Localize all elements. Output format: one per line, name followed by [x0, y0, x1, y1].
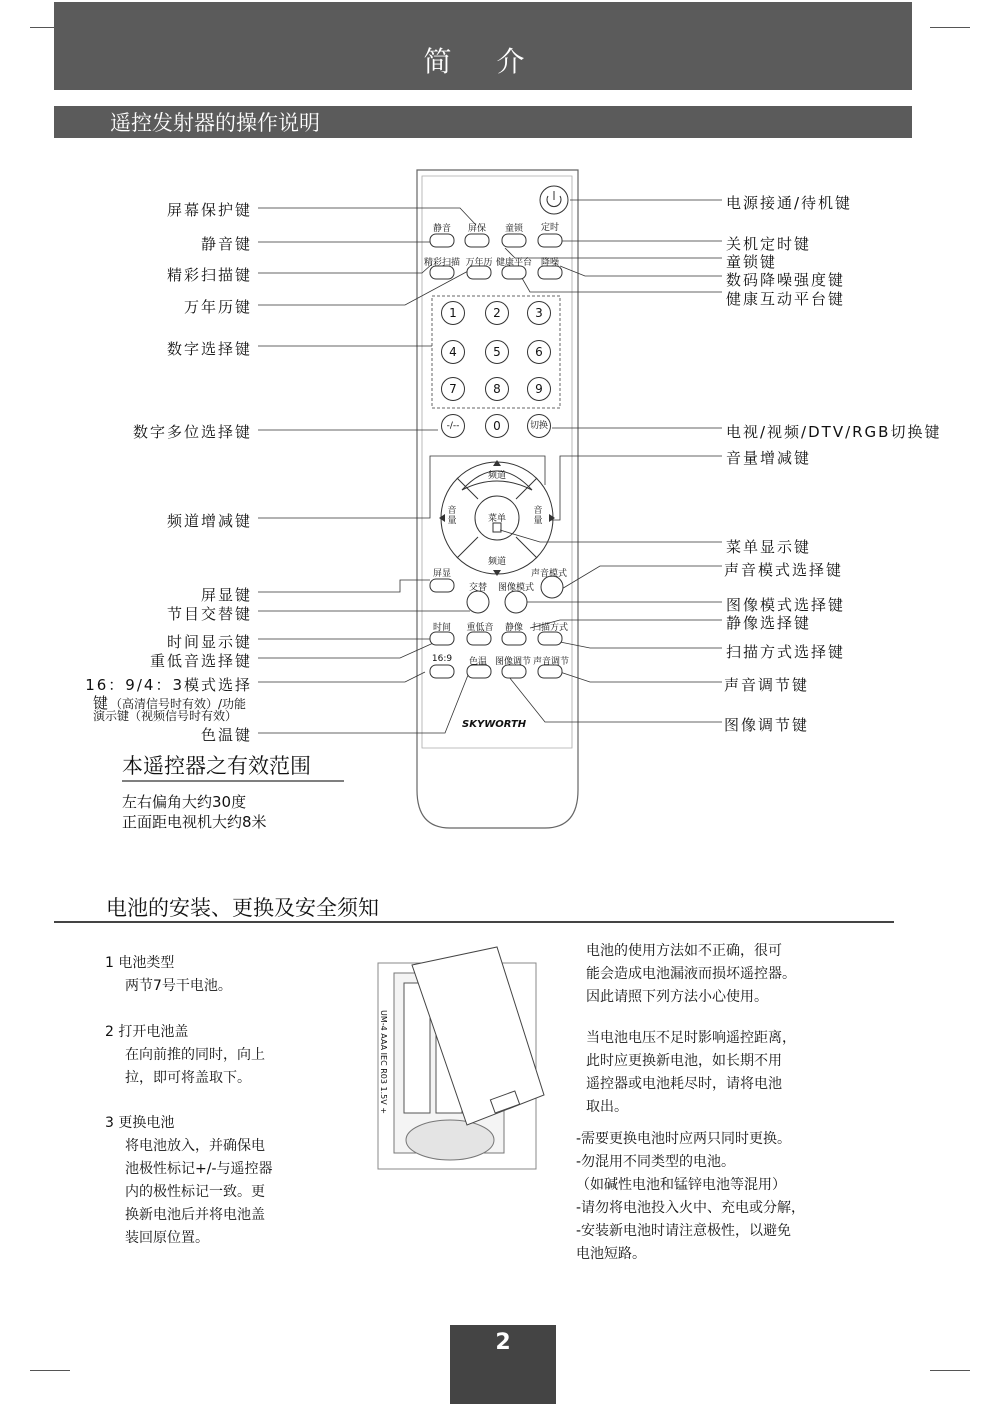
- remote-label-time: 时间: [432, 623, 451, 633]
- switch-button: 切换: [527, 414, 551, 438]
- battery-notes-2: 当电池电压不足时影响遥控距离， 此时应更换新电池，如长期不用 遥控器或电池耗尽时，请将电池 取出。: [586, 1030, 796, 1115]
- section-title: 遥控发射器的操作说明: [54, 106, 912, 138]
- label-swap: 节目交替键: [166, 605, 252, 623]
- label-child-lock: 童锁键: [726, 253, 778, 271]
- digit-8: 8: [485, 377, 509, 401]
- label-display: 屏显键: [200, 586, 252, 604]
- remote-label-color-temp: 色温: [468, 657, 487, 667]
- brand-logo: SKYWORTH: [462, 719, 527, 730]
- label-picture-adjust: 图像调节键: [724, 716, 810, 734]
- label-sound-adjust: 声音调节键: [724, 676, 810, 694]
- remote-label-health: 健康平台: [495, 258, 532, 268]
- label-aspect-line2: 键（高清信号时有效）/功能: [93, 694, 247, 712]
- battery-step-1: 1 电池类型 两节7号干电池。: [105, 955, 232, 994]
- remote-label-swap: 交替: [468, 583, 487, 593]
- divider: [54, 921, 894, 923]
- remote-label-picture-mode: 图像模式: [497, 583, 534, 593]
- label-power: 电源接通/待机键: [726, 194, 853, 212]
- digit-4: 4: [441, 340, 465, 364]
- label-bass: 重低音选择键: [149, 652, 252, 670]
- label-sound-mode: 声音模式选择键: [724, 561, 844, 579]
- label-scan: 精彩扫描键: [166, 266, 252, 284]
- dpad-right: 音量: [533, 506, 543, 526]
- remote-label-still: 静像: [504, 623, 523, 633]
- digit-5: 5: [485, 340, 509, 364]
- remote-label-display: 屏显: [432, 569, 451, 579]
- battery-cell-text: UM-4 AAA IEC R03 1.5V +: [379, 1010, 388, 1114]
- label-health: 健康互动平台键: [726, 290, 846, 308]
- digit-2: 2: [485, 301, 509, 325]
- remote-label-bass: 重低音: [466, 623, 494, 633]
- label-channel: 频道增减键: [166, 512, 252, 530]
- label-time: 时间显示键: [166, 633, 252, 651]
- dpad-up: 频道: [487, 471, 506, 481]
- digit-3: 3: [527, 301, 551, 325]
- label-volume: 音量增减键: [726, 449, 812, 467]
- crop-mark: [30, 1370, 70, 1371]
- label-source: 电视/视频/DTV/RGB切换键: [726, 423, 942, 441]
- label-screensaver: 屏幕保护键: [166, 201, 252, 219]
- remote-label-sound-adjust: 声音调节: [532, 657, 569, 667]
- crop-mark: [930, 1370, 970, 1371]
- remote-label-screensaver: 屏保: [467, 224, 486, 234]
- battery-step-3: 3 更换电池 将电池放入，并确保电 池极性标记+/-与遥控器 内的极性标记一致。更 换新电池后并将电池盖 装回原位置。: [105, 1115, 273, 1246]
- digit-0: 0: [485, 414, 509, 438]
- remote-label-noise: 降噪: [540, 258, 559, 268]
- label-aspect-line3: 演示键（视频信号时有效）: [93, 709, 238, 723]
- battery-step-2: 2 打开电池盖 在向前推的同时，向上 拉，即可将盖取下。: [105, 1024, 265, 1086]
- remote-label-mute: 静音: [432, 224, 451, 234]
- digit-1: 1: [441, 301, 465, 325]
- label-color-temp: 色温键: [200, 726, 252, 744]
- page-title: 简 介: [54, 2, 912, 90]
- digit-6: 6: [527, 340, 551, 364]
- range-text: 左右偏角大约30度 正面距电视机大约8米: [122, 793, 267, 831]
- label-calendar: 万年历键: [183, 298, 252, 316]
- battery-notes-1: 电池的使用方法如不正确，很可 能会造成电池漏液而损坏遥控器。 因此请照下列方法小心使用。: [586, 943, 796, 1005]
- label-multi-digit: 数字多位选择键: [132, 423, 252, 441]
- label-picture-mode: 图像模式选择键: [726, 596, 846, 614]
- battery-illustration: [372, 945, 552, 1175]
- remote-label-childlock: 童锁: [504, 224, 523, 234]
- battery-title: 电池的安装、更换及安全须知: [106, 896, 379, 920]
- dpad-menu: 菜单: [487, 514, 506, 524]
- digit-9: 9: [527, 377, 551, 401]
- label-sleep-timer: 关机定时键: [726, 235, 812, 253]
- label-aspect: 16：9/4：3模式选择: [85, 676, 252, 694]
- remote-label-calendar: 万年历: [465, 258, 493, 268]
- battery-notes-3: -需要更换电池时应两只同时更换。 -勿混用不同类型的电池。 （如碱性电池和锰锌电池等混用） -请勿将电池投入火中、充电或分解， -安装新电池时请注意极性，以避免 电池短路。: [576, 1131, 806, 1262]
- remote-label-aspect: 16:9: [431, 654, 453, 664]
- digit-7: 7: [441, 377, 465, 401]
- remote-label-scan: 精彩扫描: [423, 258, 460, 268]
- label-scan-mode: 扫描方式选择键: [726, 643, 846, 661]
- digit-multi: -/--: [441, 414, 465, 438]
- page-number: 2: [450, 1325, 556, 1404]
- remote-label-scan-mode: 扫描方式: [531, 623, 568, 633]
- remote-label-picture-adjust: 图像调节: [494, 657, 531, 667]
- label-noise-reduction: 数码降噪强度键: [726, 271, 846, 289]
- dpad-down: 频道: [487, 557, 506, 567]
- range-title: 本遥控器之有效范围: [122, 754, 311, 778]
- dpad-left: 音量: [447, 506, 457, 526]
- label-menu: 菜单显示键: [726, 538, 812, 556]
- label-digits: 数字选择键: [166, 340, 252, 358]
- label-mute: 静音键: [200, 235, 252, 253]
- remote-label-sound-mode: 声音模式: [530, 569, 567, 579]
- remote-label-timer: 定时: [540, 223, 559, 233]
- label-still: 静像选择键: [726, 614, 812, 632]
